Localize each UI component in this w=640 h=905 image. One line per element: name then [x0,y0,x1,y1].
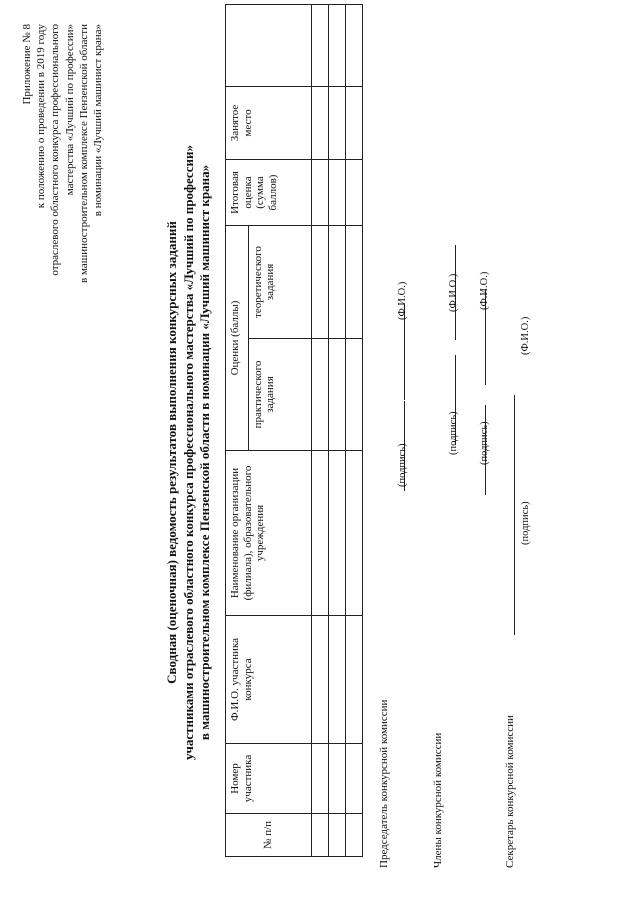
header-num: № п/п [226,814,312,857]
table-cell[interactable] [345,4,362,86]
table-cell[interactable] [345,814,362,857]
table-cell[interactable] [328,814,345,857]
table-cell[interactable] [311,159,328,225]
table-cell[interactable] [311,225,328,338]
table-cell[interactable] [328,86,345,159]
title-line: в машиностроительном комплексе Пензенской области в номинации «Лучший машинист крана» [197,164,212,741]
table-cell[interactable] [311,339,328,451]
table-row [345,4,362,856]
table-row [328,4,345,856]
table-cell[interactable] [328,4,345,86]
table-cell[interactable] [311,86,328,159]
table-cell[interactable] [328,744,345,814]
secretary-name-caption: (Ф.И.О.) [520,316,531,355]
member1-name-caption: (Ф.И.О.) [448,273,459,312]
header-total: Итоговая оценка (сумма баллов) [226,159,312,225]
table-cell[interactable] [328,339,345,451]
table-cell[interactable] [328,616,345,744]
header-organization: Наименование организации (филиала), образовательного учреждения [226,451,312,616]
appendix-line: Приложение № 8 [21,24,33,105]
header-practical: практического задания [248,339,311,451]
table-cell[interactable] [311,451,328,616]
secretary-sign-line[interactable] [514,515,515,635]
table-cell[interactable] [345,616,362,744]
appendix-note [20,24,105,283]
table-cell[interactable] [345,86,362,159]
member1-sign-caption: (подпись) [448,411,459,455]
table-cell[interactable] [311,744,328,814]
table-row [311,4,328,856]
header-extra [226,4,312,86]
appendix-line: отраслевого областного конкурса профессионального [49,24,62,276]
secretary-sign-caption: (подпись) [520,501,531,545]
table-cell[interactable] [328,451,345,616]
score-table [225,4,363,857]
secretary-name-line[interactable] [514,395,515,515]
table-cell[interactable] [311,4,328,86]
appendix-line: в номинации «Лучший машинист крана» [92,24,105,217]
header-place: Занятое место [226,86,312,159]
table-cell[interactable] [311,814,328,857]
header-scores-group: Оценки (баллы) [226,225,249,450]
chairman-label: Председатель конкурсной комиссии [378,699,390,868]
appendix-line: мастерства «Лучший по профессии» [63,24,76,196]
table-cell[interactable] [345,339,362,451]
title-line: участниками отраслевого областного конкурса профессионального мастерства «Лучший по профессии» [180,145,196,760]
member2-name-caption: (Ф.И.О.) [479,271,490,310]
chairman-name-caption: (Ф.И.О.) [397,281,408,320]
header-participant-number: Номер участника [226,744,312,814]
table-cell[interactable] [345,159,362,225]
secretary-label: Секретарь конкурсной комиссии [504,715,516,868]
chairman-sign-caption: (подпись) [397,443,408,487]
members-label: Члены конкурсной комиссии [432,732,444,868]
table-cell[interactable] [328,159,345,225]
table-cell[interactable] [311,616,328,744]
member2-sign-caption: (подпись) [479,421,490,465]
document-title [164,0,214,905]
table-cell[interactable] [345,451,362,616]
appendix-line: к положению о проведении в 2019 году [35,24,48,209]
table-cell[interactable] [345,744,362,814]
header-fio: Ф.И.О. участника конкурса [226,616,312,744]
appendix-line: в машиностроительном комплексе Пензенской области [77,24,90,283]
table-cell[interactable] [345,225,362,338]
header-theory: теоретического задания [248,225,311,338]
table-cell[interactable] [328,225,345,338]
title-line: Сводная (оценочная) ведомость результатов выполнения конкурсных заданий [164,221,179,684]
